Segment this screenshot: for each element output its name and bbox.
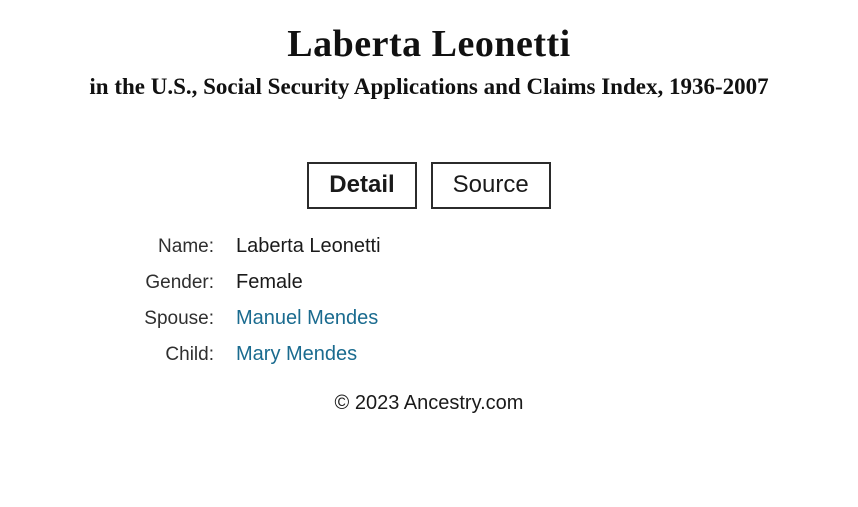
page-subtitle: in the U.S., Social Security Applications and Claims Index, 1936-2007 xyxy=(89,74,769,99)
field-row-gender xyxy=(0,271,858,294)
field-value-spouse-link[interactable]: Manuel Mendes xyxy=(236,307,379,329)
tab-bar xyxy=(0,162,858,209)
field-label-spouse: Spouse: xyxy=(144,308,214,329)
field-row-spouse xyxy=(0,307,858,330)
field-label-gender: Gender: xyxy=(145,272,214,293)
field-value-child-link[interactable]: Mary Mendes xyxy=(236,343,358,365)
field-row-child xyxy=(0,343,858,366)
tab-source[interactable]: Source xyxy=(431,162,551,209)
tab-detail[interactable]: Detail xyxy=(307,162,416,209)
copyright-notice: © 2023 Ancestry.com xyxy=(334,392,524,414)
record-page xyxy=(0,22,858,507)
page-title: Laberta Leonetti xyxy=(287,23,571,65)
field-row-name xyxy=(0,235,858,258)
field-label-child: Child: xyxy=(165,344,214,365)
field-value-name: Laberta Leonetti xyxy=(236,235,381,257)
field-label-name: Name: xyxy=(158,236,214,257)
record-fields xyxy=(0,235,858,366)
field-value-gender: Female xyxy=(236,271,303,293)
